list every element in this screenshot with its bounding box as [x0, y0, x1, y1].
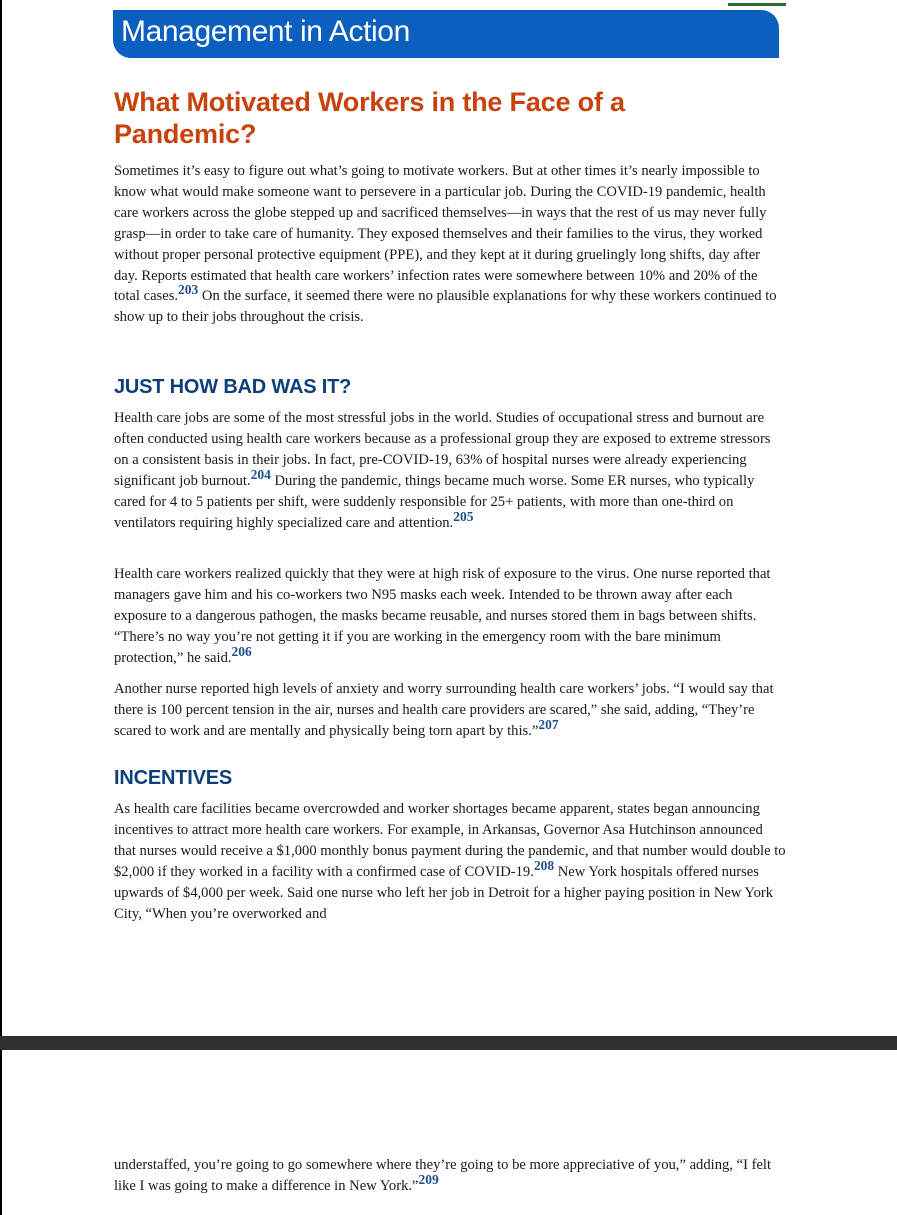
footnote-205-link[interactable]: 205	[453, 508, 474, 524]
article-title: What Motivated Workers in the Face of a Pandemic?	[114, 87, 625, 149]
footnote-209-link[interactable]: 209	[418, 1171, 439, 1187]
section-banner	[113, 10, 779, 58]
paragraph-continuation	[114, 1155, 786, 1197]
footnote-204-link[interactable]: 204	[250, 466, 271, 482]
intro-text-continued: On the surface, it seemed there were no plausible explanations for why these workers continued to show up to their jobs throughout the crisis.	[114, 288, 777, 326]
footnote-208-link[interactable]: 208	[533, 857, 555, 873]
section-heading-how-bad: JUST HOW BAD WAS IT?	[114, 376, 352, 398]
paragraph-exposure	[114, 564, 786, 669]
page-left-border	[0, 0, 2, 1215]
paragraph-text: understaffed, you’re going to go somewhere where they’re going to be more appreciative of you,” adding, “I felt like I was going to make a difference in New York.”	[114, 1157, 772, 1194]
paragraph-text-continued: New York hospitals offered nurses upwards of $4,000 per week. Said one nurse who left her job in Detroit for a higher paying position in New York City, “When you’re overworked and	[114, 863, 774, 922]
footnote-207-link[interactable]: 207	[538, 716, 559, 732]
paragraph-text: Another nurse reported high levels of anxiety and worry surrounding health care workers’ jobs. “I would say that there is 100 percent tension in the air, nurses and health care providers are scared,” she said, adding, “They’re scared to work and are mentally and physically being torn apart by this.”	[114, 681, 774, 739]
top-accent-rule	[728, 3, 786, 6]
paragraph-anxiety	[114, 679, 786, 742]
paragraph-burnout	[114, 408, 786, 533]
paragraph-text: Health care workers realized quickly that they were at high risk of exposure to the virus. One nurse reported that managers gave him and his co-workers two N95 masks each week. Intended to be thrown away after each exposure to a dangerous pathogen, the masks became reusable, and nurses stored them in bags between shifts. “There’s no way you’re not getting it if you are working in the emergency room with the bare minimum protection,” he said.	[114, 566, 771, 666]
section-heading-incentives: INCENTIVES	[114, 767, 233, 789]
paragraph-text-continued: During the pandemic, things became much worse. Some ER nurses, who typically cared for 4 to 5 patients per shift, were suddenly responsible for 25+ patients, with more than one-third on ventilators requiring highly specialized care and attention.	[114, 472, 755, 531]
banner-title: Management in Action	[121, 15, 410, 48]
intro-paragraph	[114, 161, 786, 328]
paragraph-incentives	[114, 799, 786, 924]
page-break-divider	[0, 1036, 897, 1050]
paragraph-text: Health care jobs are some of the most stressful jobs in the world. Studies of occupational stress and burnout are often conducted using health care workers because as a professional group they are exposed to extreme stressors on a consistent basis in their jobs. In fact, pre-COVID-19, 63% of hospital nurses were already experiencing significant job burnout.	[114, 410, 771, 489]
intro-text: Sometimes it’s easy to figure out what’s going to motivate workers. But at other times it’s nearly impossible to know what would make someone want to persevere in a particular job. During the COVID-19 pandemic, health care workers across the globe stepped up and sacrificed themselves—in ways that the rest of us may never fully grasp—in order to take care of humanity. They exposed themselves and their families to the virus, they worked without proper personal protective equipment (PPE), and they kept at it during gruelingly long shifts, day after day. Reports estimated that health care workers’ infection rates were somewhere between 10% and 20% of the total cases.	[114, 163, 767, 305]
footnote-206-link[interactable]: 206	[231, 643, 252, 659]
footnote-203-link[interactable]: 203	[178, 282, 199, 298]
paragraph-text: As health care facilities became overcrowded and worker shortages became apparent, states began announcing incentives to attract more health care workers. For example, in Arkansas, Governor Asa Hutchinson announced that nurses would receive a $1,000 monthly bonus payment during the pandemic, and that number would double to $2,000 if they worked in a facility with a confirmed case of COVID-19.	[114, 801, 786, 880]
